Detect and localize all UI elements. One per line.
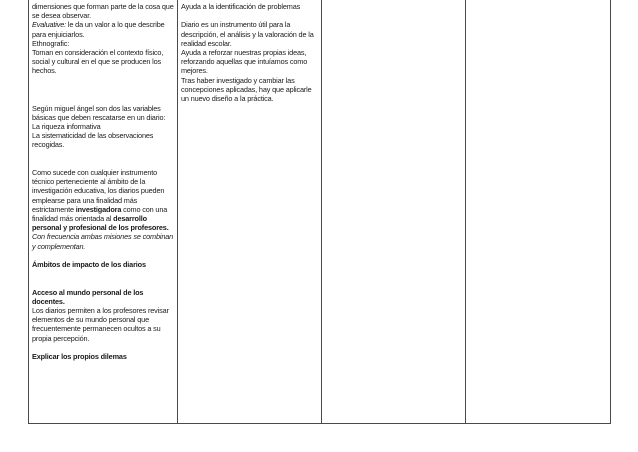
paragraph-nuevo-diseno: Tras haber investigado y cambiar las concepciones aplicadas, hay que aplicarle un nuevo diseño a la práctica.: [181, 75, 312, 104]
notes-table: [28, 0, 611, 424]
variable-item: La sistematicidad de las observaciones recogidas.: [32, 131, 154, 150]
evaluative-text: le da un valor a lo que describe para enjuiciarlos.: [32, 20, 165, 39]
paragraph-dimensions: dimensiones que forman parte de la cosa que se desea observar.: [32, 2, 174, 21]
instrument-text-mid: como con una finalidad más orientada al: [32, 204, 168, 224]
paragraph-acceso: Los diarios permiten a los profesores revisar elementos de su mundo personal que frecuentemente permanecen ocultos a su propia percepción.: [32, 306, 169, 343]
instrument-text: Como sucede con cualquier instrumento técnico perteneciente al ámbito de la investigación educativa, los diarios pueden emplearse para una finalidad más estrictamente: [32, 168, 165, 214]
paragraph-evaluative: [32, 20, 174, 38]
paragraph-diario-util: Diario es un instrumento útil para la descripción, el análisis y la valoración de la realidad escolar.: [181, 20, 314, 48]
evaluative-label: Evaluative:: [32, 20, 67, 30]
paragraph-instrument: [32, 168, 174, 232]
table-row: [29, 0, 611, 424]
instrument-bold-investigadora: investigadora: [75, 204, 122, 214]
instrument-italic-note: Con frecuencia ambas misiones se combinan y complementan.: [32, 232, 174, 251]
instrument-bold-desarrollo: desarrollo personal y profesional de los profesores.: [32, 214, 169, 233]
paragraph-identificacion: Ayuda a la identificación de problemas: [181, 2, 301, 11]
heading-ambitos: Ámbitos de impacto de los diarios: [32, 260, 146, 270]
cell-notes-secondary: [178, 0, 322, 424]
ethnografic-label: Ethnografic:: [32, 38, 70, 48]
heading-dilemas: Explicar los propios dilemas: [32, 352, 127, 362]
variable-item: La riqueza informativa: [32, 122, 101, 132]
paragraph-miguel-angel: Según miguel ángel son dos las variables básicas que deben rescatarse en un diario:: [32, 103, 166, 122]
ethnografic-text: Toman en consideración el contexto físico, social y cultural en el que se producen los hechos.: [32, 48, 164, 76]
cell-empty-4: [466, 0, 611, 424]
cell-empty-3: [322, 0, 466, 424]
cell-notes-main: [29, 0, 178, 424]
heading-acceso: Acceso al mundo personal de los docentes.: [32, 287, 144, 306]
paragraph-reforzar: Ayuda a reforzar nuestras propias ideas, reforzando aquellas que intuíamos como mejores.: [181, 48, 308, 76]
